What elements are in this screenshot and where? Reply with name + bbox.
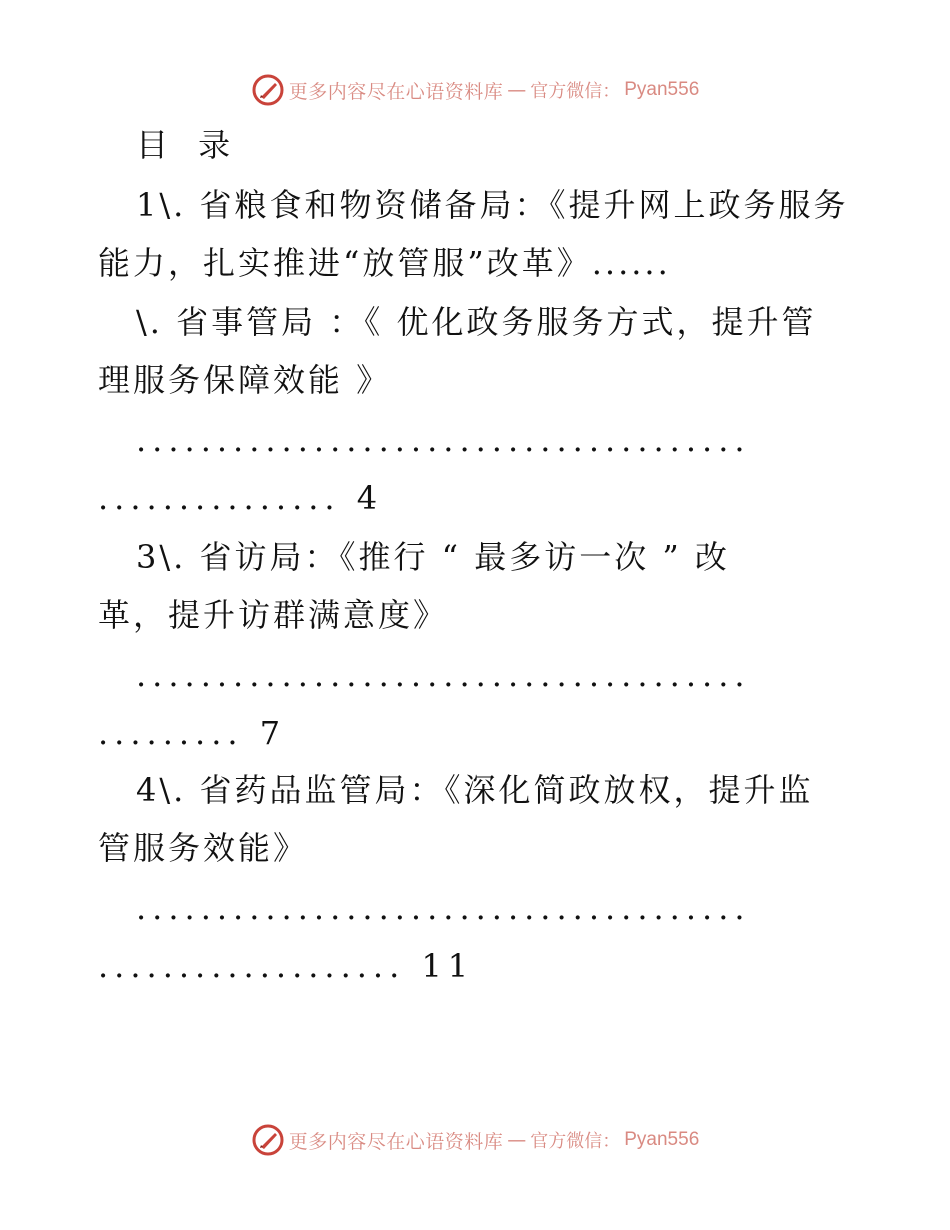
banner-content bbox=[251, 1123, 700, 1157]
quill-logo-icon bbox=[251, 73, 285, 107]
toc-entry-4-page: ................... 11 bbox=[98, 947, 475, 985]
toc-entry-3-leader: ...................................... bbox=[136, 656, 751, 694]
banner-brand: 更多内容尽在心语资料库 bbox=[288, 80, 504, 103]
toc-entry-2-page: ............... 4 bbox=[98, 479, 384, 517]
banner-separator: — bbox=[507, 79, 527, 101]
quill-logo-icon bbox=[251, 1123, 285, 1157]
toc-title: 目 录 bbox=[136, 126, 241, 164]
toc-entry-2-line1: \. 省事管局 ：《 优化政务服务方式，提升管 bbox=[136, 303, 817, 341]
footer-banner bbox=[0, 1120, 950, 1160]
toc-entry-3-page: ......... 7 bbox=[98, 714, 287, 752]
header-banner bbox=[0, 70, 950, 110]
banner-brand: 更多内容尽在心语资料库 bbox=[288, 1130, 504, 1153]
toc-entry-4-line2: 管服务效能》 bbox=[98, 829, 309, 867]
toc-entry-3-line1: 3\. 省访局：《推行 “ 最多访一次 ” 改 bbox=[136, 538, 730, 576]
banner-content bbox=[251, 73, 700, 107]
toc-entry-2-line2: 理服务保障效能 》 bbox=[98, 361, 392, 399]
toc-entry-4-line1: 4\. 省药品监管局：《深化简政放权，提升监 bbox=[136, 771, 814, 809]
banner-separator: — bbox=[507, 1129, 527, 1151]
banner-wechat-label: 官方微信： bbox=[530, 1131, 621, 1152]
toc-entry-3-line2: 革，提升访群满意度》 bbox=[98, 596, 449, 634]
toc-entry-4-leader: ...................................... bbox=[136, 889, 751, 927]
banner-wechat-id: Pyan556 bbox=[624, 1129, 700, 1150]
banner-wechat-id: Pyan556 bbox=[624, 79, 700, 100]
toc-entry-2-leader: ...................................... bbox=[136, 421, 751, 459]
banner-wechat-label: 官方微信： bbox=[530, 81, 621, 102]
toc-entry-1-line1: 1\. 省粮食和物资储备局：《提升网上政务服务 bbox=[136, 186, 849, 224]
toc-entry-1-line2: 能力，扎实推进“放管服”改革》...... bbox=[98, 244, 671, 282]
